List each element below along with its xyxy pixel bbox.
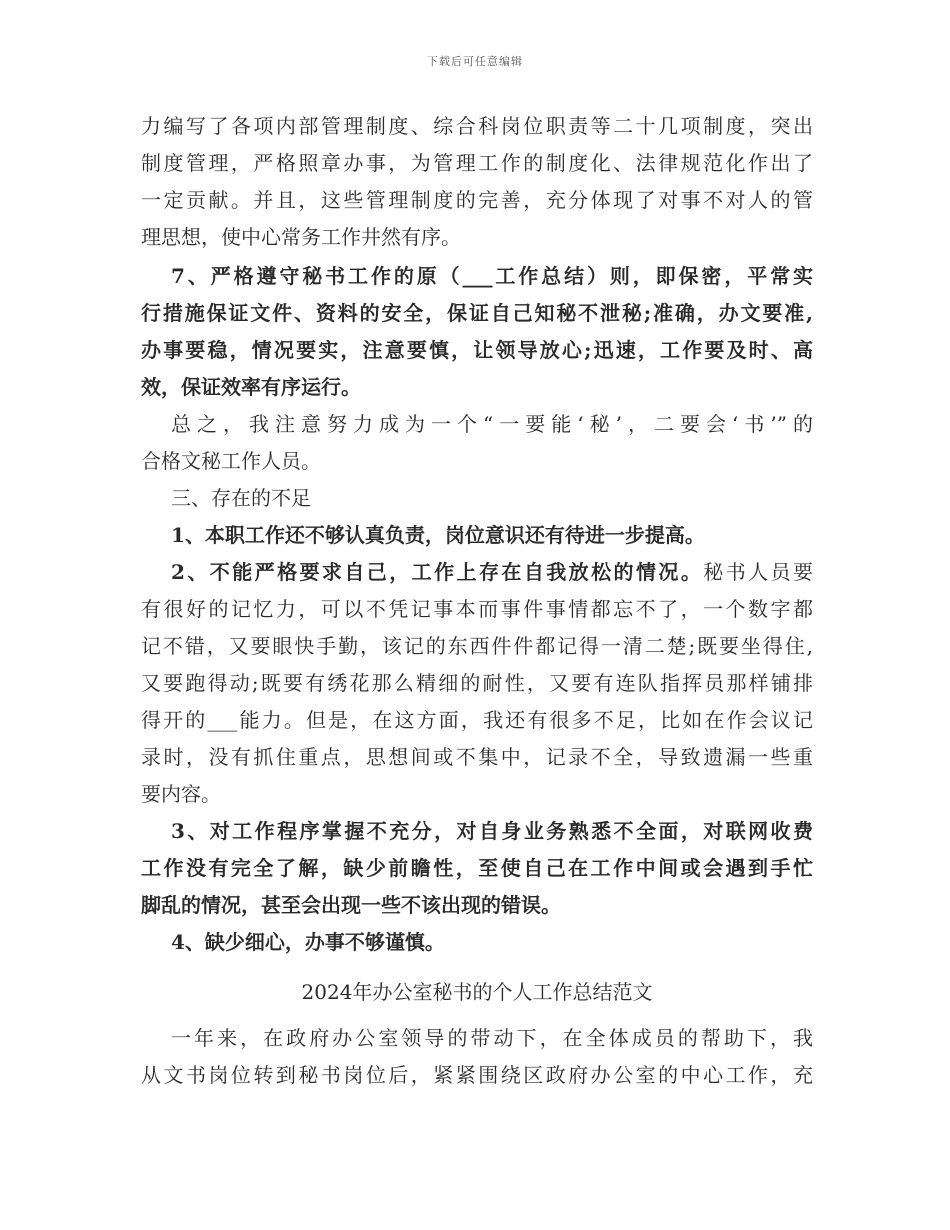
text-line-bold: 效，保证效率有序运行。 bbox=[141, 375, 361, 399]
text-line: 力编写了各项内部管理制度、综合科岗位职责等二十几项制度，突出 bbox=[141, 114, 813, 138]
text-line-bold: 4、缺少细心，办事不够谨慎。 bbox=[171, 930, 445, 954]
section-heading: 三、存在的不足 bbox=[171, 486, 311, 510]
text-line: 一年来，在政府办公室领导的带动下，在全体成员的帮助下，我 bbox=[171, 1026, 813, 1050]
text-line-bold: 办事要稳，情况要实，注意要慎，让领导放心;迅速，工作要及时、高 bbox=[141, 338, 813, 362]
regular-phrase: 秘书人员要 bbox=[703, 560, 814, 584]
text-line: 制度管理，严格照章办事，为管理工作的制度化、法律规范化作出了 bbox=[141, 151, 813, 175]
bold-phrase: 2、不能严格要求自己，工作上存在自我放松的情况。 bbox=[171, 560, 704, 584]
text-line: 记不错，又要眼快手勤，该记的东西件件都记得一清二楚;既要坐得住, bbox=[141, 634, 813, 658]
header-note: 下载后可任意编辑 bbox=[427, 55, 523, 68]
text-line: 从文书岗位转到秘书岗位后，紧紧围绕区政府办公室的中心工作，充 bbox=[141, 1063, 813, 1087]
text-line-bold: 工作没有完全了解，缺少前瞻性，至使自己在工作中间或会遇到手忙 bbox=[141, 856, 813, 880]
text-line-bold: 3、对工作程序掌握不充分，对自身业务熟悉不全面，对联网收费 bbox=[171, 819, 813, 843]
text-line: 得开的___能力。但是，在这方面，我还有很多不足，比如在作会议记 bbox=[141, 708, 813, 732]
text-line: 一定贡献。并且，这些管理制度的完善，充分体现了对事不对人的管 bbox=[141, 188, 813, 212]
document-title: 2024年办公室秘书的个人工作总结范文 bbox=[301, 980, 653, 1004]
text-line-bold: 7、严格遵守秘书工作的原（___工作总结）则，即保密，平常实 bbox=[171, 264, 813, 288]
document-body bbox=[141, 108, 813, 1094]
text-line: 有很好的记忆力，可以不凭记事本而事件事情都忘不了，一个数字都 bbox=[141, 597, 813, 621]
text-line: 总之，我注意努力成为一个“一要能‘秘’，二要会‘书’”的 bbox=[171, 412, 813, 436]
text-line: 合格文秘工作人员。 bbox=[141, 449, 321, 473]
text-line bbox=[141, 554, 813, 591]
text-line: 要内容。 bbox=[141, 782, 221, 806]
text-line-bold: 1、本职工作还不够认真负责，岗位意识还有待进一步提高。 bbox=[171, 523, 705, 547]
text-line-bold: 行措施保证文件、资料的安全，保证自己知秘不泄秘;准确，办文要准, bbox=[141, 301, 813, 325]
text-line: 理思想，使中心常务工作井然有序。 bbox=[141, 225, 461, 249]
text-line: 又要跑得动;既要有绣花那么精细的耐性，又要有连队指挥员那样铺排 bbox=[141, 671, 813, 695]
text-line-bold: 脚乱的情况，甚至会出现一些不该出现的错误。 bbox=[141, 893, 561, 917]
text-line: 录时，没有抓住重点，思想间或不集中，记录不全，导致遗漏一些重 bbox=[141, 745, 813, 769]
